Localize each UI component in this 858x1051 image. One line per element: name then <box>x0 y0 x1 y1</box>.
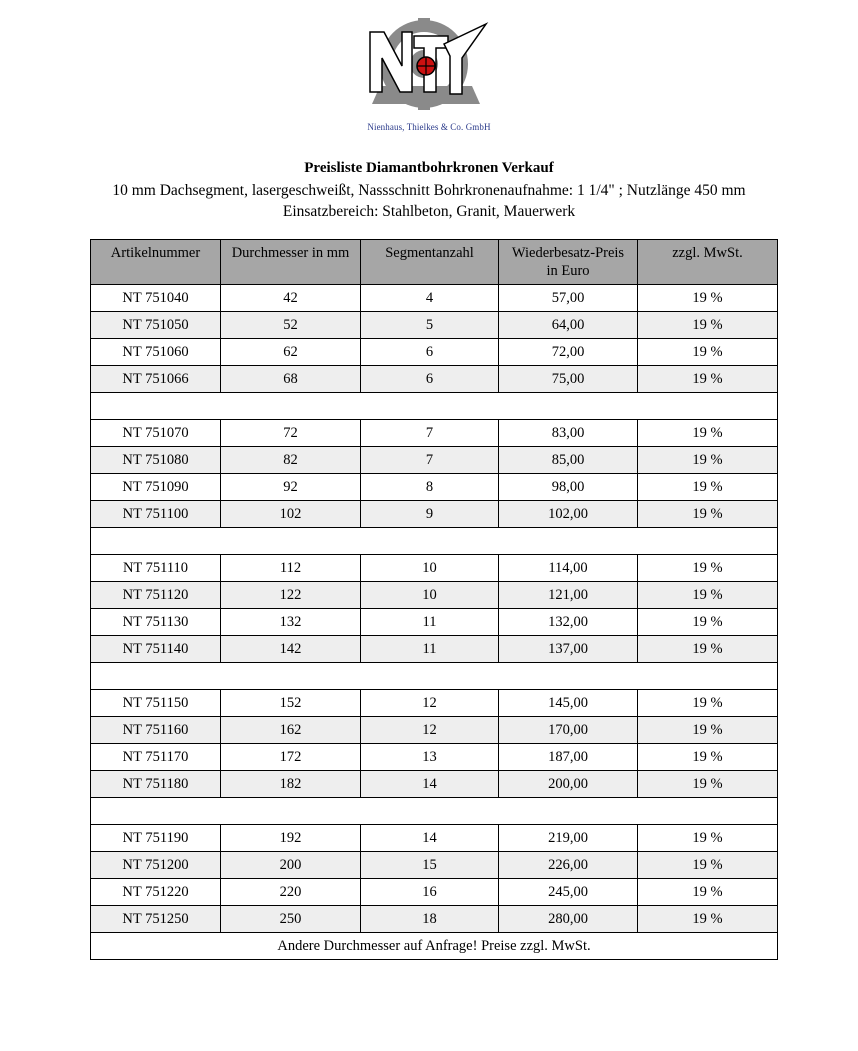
table-row <box>91 474 778 501</box>
cell-artikelnummer: NT 751050 <box>91 312 221 339</box>
page-title: Preisliste Diamantbohrkronen Verkauf <box>304 160 554 176</box>
cell-durchmesser: 172 <box>221 744 361 771</box>
table-row <box>91 501 778 528</box>
cell-durchmesser: 62 <box>221 339 361 366</box>
cell-artikelnummer: NT 751160 <box>91 717 221 744</box>
cell-preis: 245,00 <box>499 879 638 906</box>
cell-mwst: 19 % <box>638 501 778 528</box>
cell-durchmesser: 250 <box>221 906 361 933</box>
cell-segmentanzahl: 12 <box>361 690 499 717</box>
company-logo <box>362 14 492 114</box>
cell-durchmesser: 72 <box>221 420 361 447</box>
cell-mwst: 19 % <box>638 582 778 609</box>
cell-artikelnummer: NT 751140 <box>91 636 221 663</box>
column-header-durchmesser: Durchmesser in mm <box>221 240 361 285</box>
cell-segmentanzahl: 16 <box>361 879 499 906</box>
cell-artikelnummer: NT 751250 <box>91 906 221 933</box>
cell-segmentanzahl: 10 <box>361 582 499 609</box>
cell-preis: 219,00 <box>499 825 638 852</box>
cell-segmentanzahl: 6 <box>361 366 499 393</box>
table-row <box>91 366 778 393</box>
cell-segmentanzahl: 14 <box>361 825 499 852</box>
target-dot-icon <box>417 57 435 75</box>
cell-artikelnummer: NT 751150 <box>91 690 221 717</box>
cell-preis: 200,00 <box>499 771 638 798</box>
cell-segmentanzahl: 7 <box>361 447 499 474</box>
cell-mwst: 19 % <box>638 609 778 636</box>
cell-durchmesser: 92 <box>221 474 361 501</box>
cell-mwst: 19 % <box>638 771 778 798</box>
spacer-cell <box>91 663 778 690</box>
cell-artikelnummer: NT 751066 <box>91 366 221 393</box>
cell-artikelnummer: NT 751060 <box>91 339 221 366</box>
table-row <box>91 636 778 663</box>
cell-durchmesser: 220 <box>221 879 361 906</box>
cell-mwst: 19 % <box>638 717 778 744</box>
cell-artikelnummer: NT 751100 <box>91 501 221 528</box>
cell-durchmesser: 122 <box>221 582 361 609</box>
cell-preis: 85,00 <box>499 447 638 474</box>
table-row <box>91 285 778 312</box>
cell-durchmesser: 42 <box>221 285 361 312</box>
cell-preis: 226,00 <box>499 852 638 879</box>
cell-durchmesser: 132 <box>221 609 361 636</box>
cell-mwst: 19 % <box>638 447 778 474</box>
table-row <box>91 771 778 798</box>
cell-preis: 132,00 <box>499 609 638 636</box>
cell-mwst: 19 % <box>638 339 778 366</box>
spacer-cell <box>91 798 778 825</box>
cell-preis: 114,00 <box>499 555 638 582</box>
cell-preis: 187,00 <box>499 744 638 771</box>
table-row <box>91 555 778 582</box>
column-header-artikelnummer: Artikelnummer <box>91 240 221 285</box>
cell-mwst: 19 % <box>638 636 778 663</box>
cell-segmentanzahl: 7 <box>361 420 499 447</box>
table-spacer-row <box>91 393 778 420</box>
cell-mwst: 19 % <box>638 312 778 339</box>
cell-preis: 137,00 <box>499 636 638 663</box>
cell-durchmesser: 142 <box>221 636 361 663</box>
cell-segmentanzahl: 8 <box>361 474 499 501</box>
cell-artikelnummer: NT 751070 <box>91 420 221 447</box>
cell-durchmesser: 162 <box>221 717 361 744</box>
page-subtitle: 10 mm Dachsegment, lasergeschweißt, Nassschnitt Bohrkronenaufnahme: 1 1/4" ; Nutzlänge 450 mm Einsatzbereich: Stahlbeton, Granit, Mauerwerk <box>112 182 746 220</box>
table-row <box>91 906 778 933</box>
cell-preis: 121,00 <box>499 582 638 609</box>
table-row <box>91 312 778 339</box>
cell-mwst: 19 % <box>638 906 778 933</box>
cell-artikelnummer: NT 751200 <box>91 852 221 879</box>
cell-segmentanzahl: 12 <box>361 717 499 744</box>
cell-mwst: 19 % <box>638 366 778 393</box>
cell-preis: 83,00 <box>499 420 638 447</box>
cell-artikelnummer: NT 751110 <box>91 555 221 582</box>
table-row <box>91 744 778 771</box>
cell-durchmesser: 200 <box>221 852 361 879</box>
cell-mwst: 19 % <box>638 852 778 879</box>
cell-preis: 170,00 <box>499 717 638 744</box>
cell-durchmesser: 68 <box>221 366 361 393</box>
cell-segmentanzahl: 5 <box>361 312 499 339</box>
cell-mwst: 19 % <box>638 879 778 906</box>
column-header-mwst: zzgl. MwSt. <box>638 240 778 285</box>
spacer-cell <box>91 528 778 555</box>
table-row <box>91 690 778 717</box>
column-header-segmentanzahl: Segmentanzahl <box>361 240 499 285</box>
column-header-preis: Wiederbesatz-Preis in Euro <box>499 240 638 285</box>
cell-durchmesser: 182 <box>221 771 361 798</box>
cell-preis: 98,00 <box>499 474 638 501</box>
cell-segmentanzahl: 10 <box>361 555 499 582</box>
table-spacer-row <box>91 528 778 555</box>
cell-artikelnummer: NT 751080 <box>91 447 221 474</box>
table-row <box>91 879 778 906</box>
cell-mwst: 19 % <box>638 825 778 852</box>
cell-artikelnummer: NT 751040 <box>91 285 221 312</box>
cell-preis: 57,00 <box>499 285 638 312</box>
cell-durchmesser: 52 <box>221 312 361 339</box>
cell-segmentanzahl: 6 <box>361 339 499 366</box>
table-row <box>91 582 778 609</box>
table-spacer-row <box>91 663 778 690</box>
cell-preis: 64,00 <box>499 312 638 339</box>
cell-durchmesser: 192 <box>221 825 361 852</box>
cell-segmentanzahl: 14 <box>361 771 499 798</box>
cell-mwst: 19 % <box>638 744 778 771</box>
cell-mwst: 19 % <box>638 420 778 447</box>
cell-preis: 102,00 <box>499 501 638 528</box>
cell-mwst: 19 % <box>638 285 778 312</box>
cell-artikelnummer: NT 751180 <box>91 771 221 798</box>
table-row <box>91 717 778 744</box>
cell-segmentanzahl: 11 <box>361 609 499 636</box>
table-footer-note: Andere Durchmesser auf Anfrage! Preise zzgl. MwSt. <box>91 933 778 960</box>
cell-segmentanzahl: 9 <box>361 501 499 528</box>
table-row <box>91 447 778 474</box>
table-row <box>91 609 778 636</box>
cell-segmentanzahl: 11 <box>361 636 499 663</box>
cell-artikelnummer: NT 751090 <box>91 474 221 501</box>
cell-artikelnummer: NT 751190 <box>91 825 221 852</box>
spacer-cell <box>91 393 778 420</box>
table-row <box>91 339 778 366</box>
cell-segmentanzahl: 18 <box>361 906 499 933</box>
cell-preis: 72,00 <box>499 339 638 366</box>
cell-artikelnummer: NT 751220 <box>91 879 221 906</box>
table-spacer-row <box>91 798 778 825</box>
cell-mwst: 19 % <box>638 690 778 717</box>
table-footer-row <box>91 933 778 960</box>
table-row <box>91 852 778 879</box>
cell-artikelnummer: NT 751130 <box>91 609 221 636</box>
cell-segmentanzahl: 13 <box>361 744 499 771</box>
price-table <box>90 239 778 960</box>
cell-preis: 75,00 <box>499 366 638 393</box>
cell-durchmesser: 82 <box>221 447 361 474</box>
cell-mwst: 19 % <box>638 474 778 501</box>
cell-durchmesser: 152 <box>221 690 361 717</box>
table-row <box>91 825 778 852</box>
cell-preis: 145,00 <box>499 690 638 717</box>
cell-artikelnummer: NT 751120 <box>91 582 221 609</box>
table-header-row <box>91 240 778 285</box>
cell-mwst: 19 % <box>638 555 778 582</box>
cell-artikelnummer: NT 751170 <box>91 744 221 771</box>
cell-preis: 280,00 <box>499 906 638 933</box>
cell-segmentanzahl: 15 <box>361 852 499 879</box>
table-body <box>91 285 778 933</box>
cell-durchmesser: 112 <box>221 555 361 582</box>
company-name: Nienhaus, Thielkes & Co. GmbH <box>367 122 491 132</box>
table-row <box>91 420 778 447</box>
cell-durchmesser: 102 <box>221 501 361 528</box>
cell-segmentanzahl: 4 <box>361 285 499 312</box>
